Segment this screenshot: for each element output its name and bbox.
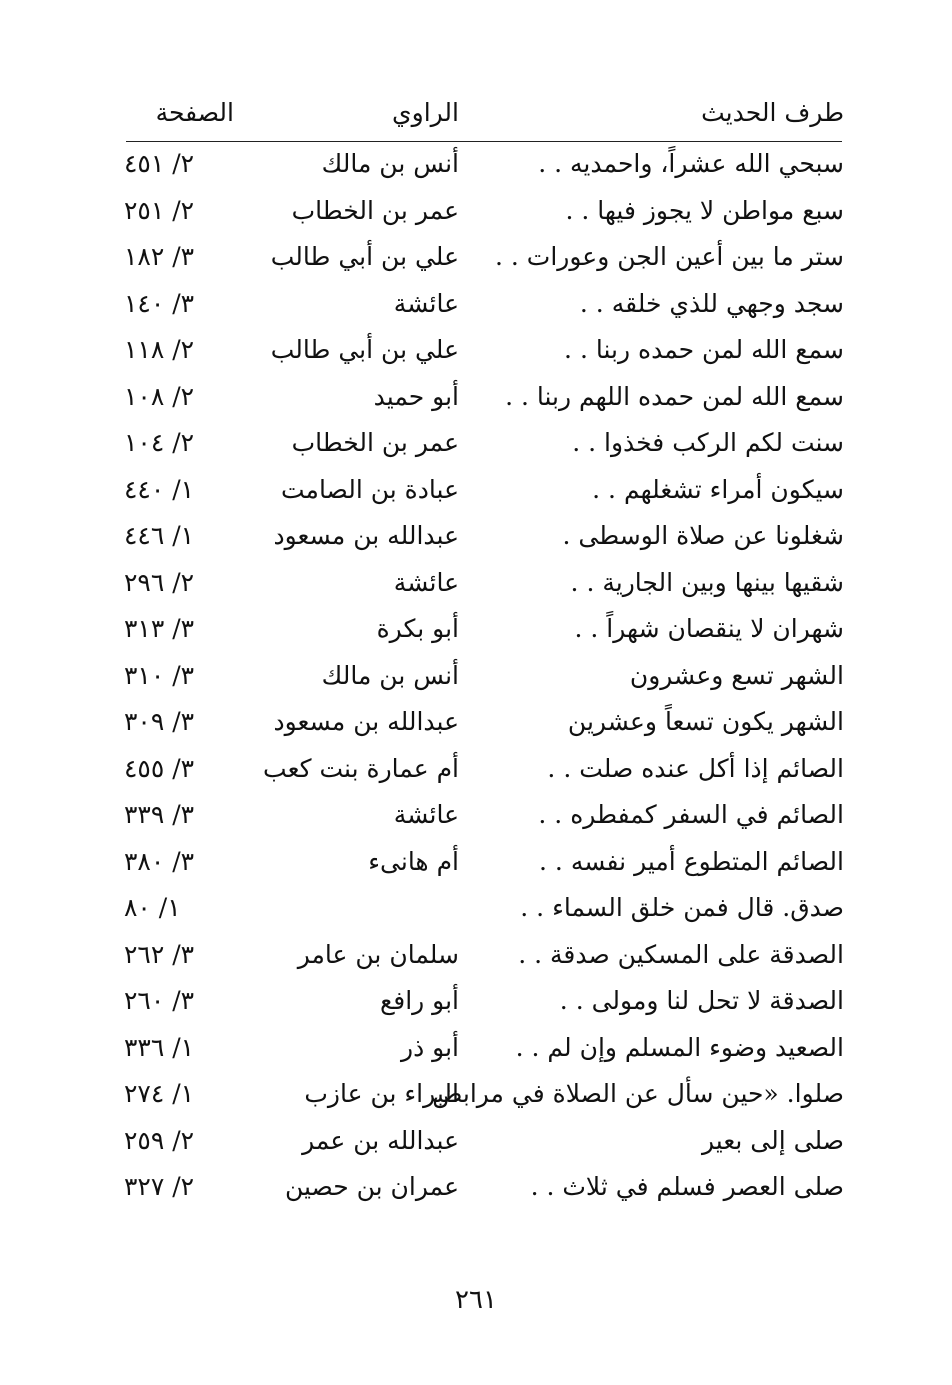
table-row bbox=[120, 841, 844, 888]
page-reference: ١/ ٤٤٦ bbox=[124, 521, 195, 550]
narrator-name: أبو ذر bbox=[401, 1032, 459, 1062]
hadith-text: صلى إلى بعير bbox=[702, 1125, 844, 1155]
page-reference: ٢/ ١٠٤ bbox=[124, 428, 195, 457]
table-row bbox=[120, 143, 844, 190]
table-row bbox=[120, 1120, 844, 1167]
table-row bbox=[120, 376, 844, 423]
header-page: الصفحة bbox=[155, 98, 234, 127]
hadith-text: شغلونا عن صلاة الوسطى . bbox=[562, 521, 844, 550]
page-reference: ٣/ ٣٨٠ bbox=[124, 846, 195, 876]
page-reference: ٣/ ٢٦٠ bbox=[124, 986, 195, 1015]
page-reference: ٢/ ٢٥٩ bbox=[124, 1125, 195, 1155]
narrator-name: أنس بن مالك bbox=[321, 660, 459, 690]
page-reference: ٢/ ٢٩٦ bbox=[124, 567, 195, 597]
narrator-name: عبادة بن الصامت bbox=[281, 474, 459, 504]
hadith-text: صلوا. «حين سأل عن الصلاة في مرابض bbox=[432, 1079, 844, 1108]
table-row bbox=[120, 283, 844, 330]
hadith-text: سمع الله لمن حمده اللهم ربنا . . bbox=[505, 381, 844, 411]
page-reference: ١/ ٢٧٤ bbox=[124, 1079, 195, 1108]
hadith-text: الصدقة لا تحل لنا ومولى . . bbox=[559, 986, 844, 1015]
table-row bbox=[120, 329, 844, 376]
hadith-text: سنت لكم الركب فخذوا . . bbox=[572, 428, 844, 457]
narrator-name: البراء بن عازب bbox=[304, 1079, 459, 1108]
narrator-name: علي بن أبي طالب bbox=[270, 335, 459, 364]
page-reference: ٣/ ٤٥٥ bbox=[124, 753, 195, 783]
hadith-text: الصائم إذا أكل عنده صلت . . bbox=[547, 753, 844, 783]
table-row bbox=[120, 236, 844, 283]
page-reference: ٢/ ١١٨ bbox=[124, 335, 195, 364]
header-hadith: طرف الحديث bbox=[701, 98, 844, 127]
header-narrator: الراوي bbox=[392, 98, 459, 127]
table-row bbox=[120, 515, 844, 562]
page-reference: ١/ ٤٤٠ bbox=[124, 474, 195, 504]
header-rule bbox=[126, 141, 842, 142]
page-reference: ٣/ ٢٦٢ bbox=[124, 939, 195, 969]
hadith-text: سمع الله لمن حمده ربنا . . bbox=[564, 335, 844, 364]
table-row bbox=[120, 562, 844, 609]
hadith-text: سبع مواطن لا يجوز فيها . . bbox=[565, 195, 844, 225]
hadith-text: صدق. قال فمن خلق السماء . . bbox=[520, 893, 844, 922]
page-reference: ٣/ ٣٣٩ bbox=[124, 800, 195, 829]
page-reference: ٢/ ٣٢٧ bbox=[124, 1172, 195, 1201]
hadith-text: شقيها بينها وبين الجارية . . bbox=[570, 567, 844, 597]
narrator-name: عبدالله بن مسعود bbox=[273, 707, 459, 736]
table-row bbox=[120, 655, 844, 702]
table-row bbox=[120, 934, 844, 981]
page-reference: ١/ ٣٣٦ bbox=[124, 1032, 195, 1062]
table-row bbox=[120, 887, 844, 934]
narrator-name: أم عمارة بنت كعب bbox=[263, 753, 459, 783]
table-row bbox=[120, 1166, 844, 1213]
hadith-text: الشهر يكون تسعاً وعشرين bbox=[567, 707, 844, 736]
table-row bbox=[120, 1073, 844, 1120]
hadith-text: سبحي الله عشراً، واحمديه . . bbox=[538, 149, 844, 178]
narrator-name: أبو حميد bbox=[373, 381, 459, 411]
page-reference: ٣/ ٣٠٩ bbox=[124, 707, 195, 736]
table-row bbox=[120, 701, 844, 748]
table-row bbox=[120, 608, 844, 655]
narrator-name: أبو رافع bbox=[379, 986, 459, 1015]
narrator-name: عائشة bbox=[393, 800, 459, 829]
hadith-text: الصدقة على المسكين صدقة . . bbox=[518, 939, 844, 969]
narrator-name: عمر بن الخطاب bbox=[291, 428, 459, 457]
hadith-text: صلى العصر فسلم في ثلاث . . bbox=[530, 1172, 844, 1201]
table-row bbox=[120, 190, 844, 237]
page-reference: ١/ ٨٠ bbox=[124, 893, 181, 922]
table-row bbox=[120, 794, 844, 841]
page-reference: ٣/ ١٨٢ bbox=[124, 242, 195, 271]
narrator-name: عائشة bbox=[393, 288, 459, 318]
table-row bbox=[120, 422, 844, 469]
hadith-text: شهران لا ينقصان شهراً . . bbox=[574, 614, 844, 643]
hadith-text: سجد وجهي للذي خلقه . . bbox=[579, 288, 844, 318]
narrator-name: عبدالله بن مسعود bbox=[273, 521, 459, 550]
narrator-name: عبدالله بن عمر bbox=[302, 1125, 459, 1155]
page-reference: ٢/ ٢٥١ bbox=[124, 195, 195, 225]
table-row bbox=[120, 1027, 844, 1074]
table-header bbox=[120, 98, 844, 136]
narrator-name: عمر بن الخطاب bbox=[291, 195, 459, 225]
narrator-name: عائشة bbox=[393, 567, 459, 597]
table-row bbox=[120, 469, 844, 516]
table-row bbox=[120, 748, 844, 795]
hadith-text: سيكون أمراء تشغلهم . . bbox=[592, 474, 844, 504]
hadith-text: الصائم في السفر كمفطره . . bbox=[538, 800, 844, 829]
narrator-name: أبو بكرة bbox=[376, 614, 459, 643]
table-row bbox=[120, 980, 844, 1027]
hadith-text: ستر ما بين أعين الجن وعورات . . bbox=[495, 242, 844, 271]
narrator-name: أم هانىء bbox=[368, 846, 459, 876]
narrator-name: علي بن أبي طالب bbox=[270, 242, 459, 271]
page-reference: ٢/ ١٠٨ bbox=[124, 381, 195, 411]
narrator-name: سلمان بن عامر bbox=[297, 939, 459, 969]
hadith-text: الصعيد وضوء المسلم وإن لم . . bbox=[515, 1032, 844, 1062]
page-reference: ٣/ ١٤٠ bbox=[124, 288, 195, 318]
page-reference: ٣/ ٣١٠ bbox=[124, 660, 195, 690]
hadith-text: الصائم المتطوع أمير نفسه . . bbox=[539, 846, 844, 876]
narrator-name: عمران بن حصين bbox=[284, 1172, 459, 1201]
narrator-name: أنس بن مالك bbox=[321, 149, 459, 178]
hadith-text: الشهر تسع وعشرون bbox=[629, 660, 844, 690]
page-number: ٢٦١ bbox=[455, 1285, 497, 1315]
table-body bbox=[120, 143, 844, 1213]
page-reference: ٢/ ٤٥١ bbox=[124, 149, 195, 178]
page-reference: ٣/ ٣١٣ bbox=[124, 614, 195, 643]
